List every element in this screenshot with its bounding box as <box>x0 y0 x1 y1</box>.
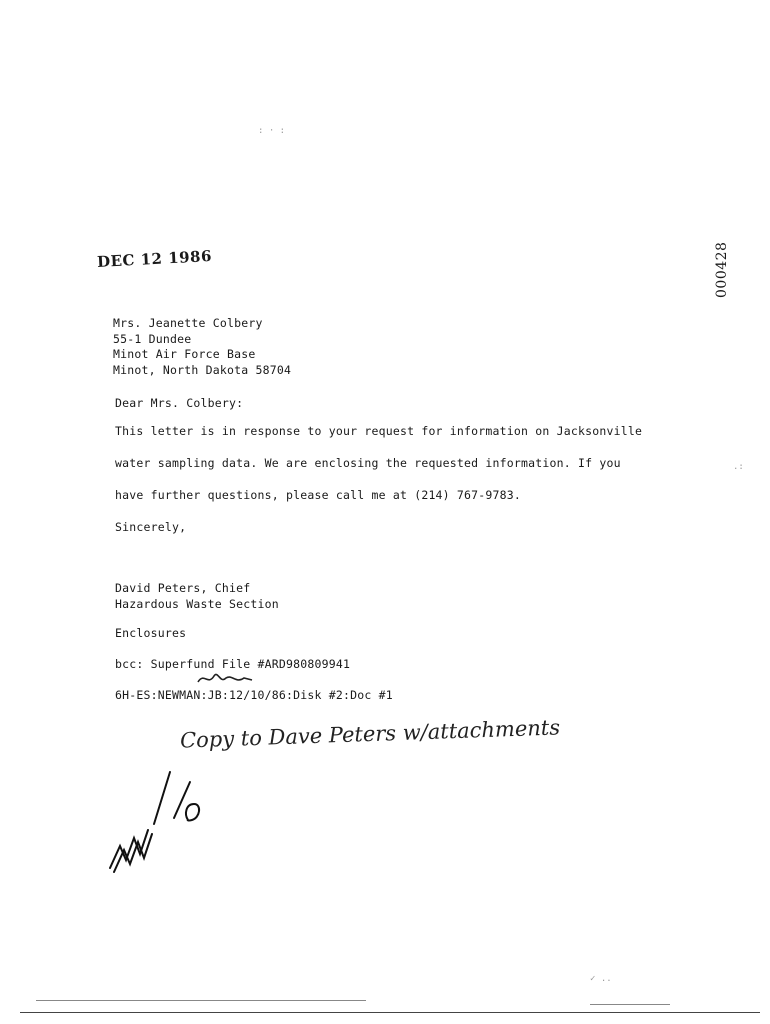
signer-name: David Peters, Chief <box>115 581 251 595</box>
bottom-rule <box>20 1012 760 1013</box>
scan-speck-bottom: ✓ .. <box>590 974 612 984</box>
initials-scribble <box>196 668 256 690</box>
bottom-rule-upper-right <box>590 1004 670 1005</box>
date-stamp: DEC 12 1986 <box>96 247 213 271</box>
recipient-city: Minot, North Dakota 58704 <box>113 362 292 377</box>
recipient-name: Mrs. Jeanette Colbery <box>113 316 263 330</box>
closing: Sincerely, <box>115 520 187 534</box>
scan-speck-right: .: <box>733 462 744 472</box>
body-line-1: This letter is in response to your request for information on Jacksonville <box>115 424 643 438</box>
body-line-3: have further questions, please call me at (214) 767-9783. <box>115 488 522 502</box>
scan-speck-top: : · : <box>258 126 286 136</box>
reference-line: 6H-ES:NEWMAN:JB:12/10/86:Disk #2:Doc #1 <box>115 688 393 702</box>
recipient-base: Minot Air Force Base <box>113 347 256 361</box>
body-line-2: water sampling data. We are enclosing the requested information. If you <box>115 456 621 470</box>
salutation: Dear Mrs. Colbery: <box>115 396 244 410</box>
recipient-address <box>113 316 291 378</box>
handwritten-note: Copy to Dave Peters w/attachments <box>179 715 561 753</box>
signer-title: Hazardous Waste Section <box>115 596 279 611</box>
signature-block <box>115 581 279 612</box>
bottom-rule-upper <box>36 1000 366 1001</box>
document-number <box>712 238 732 298</box>
enclosures: Enclosures <box>115 626 187 640</box>
bcc-line: bcc: Superfund File #ARD980809941 <box>115 657 351 671</box>
document-number-text: 000428 <box>714 241 730 298</box>
handwritten-initials <box>100 760 220 880</box>
recipient-street: 55-1 Dundee <box>113 331 192 346</box>
